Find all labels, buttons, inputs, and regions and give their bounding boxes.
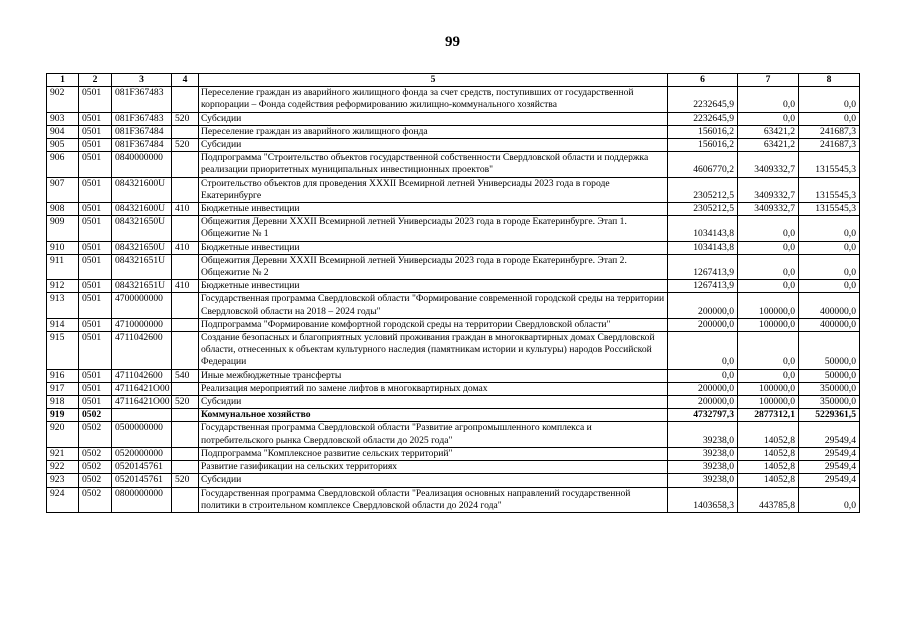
amount-year2-cell: 3409332,7	[738, 203, 799, 216]
item-name-cell: Бюджетные инвестиции	[199, 280, 668, 293]
amount-year1-cell: 2232645,9	[668, 112, 738, 125]
amount-year1-cell: 200000,0	[668, 382, 738, 395]
item-name-cell: Государственная программа Свердловской области "Формирование современной городской среды на территории Свердловской области на 2018 – 2024 годы"	[199, 293, 668, 318]
table-row	[47, 318, 860, 331]
expense-type-cell	[172, 293, 199, 318]
header-cell: 5	[199, 74, 668, 87]
amount-year3-cell: 0,0	[799, 112, 860, 125]
row-number-cell: 919	[47, 409, 79, 422]
amount-year1-cell: 1034143,8	[668, 241, 738, 254]
row-number-cell: 921	[47, 447, 79, 460]
expense-type-cell: 410	[172, 241, 199, 254]
amount-year2-cell: 0,0	[738, 216, 799, 241]
amount-year2-cell: 100000,0	[738, 318, 799, 331]
amount-year1-cell: 1034143,8	[668, 216, 738, 241]
table-row	[47, 474, 860, 487]
section-code-cell: 0501	[79, 332, 112, 370]
table-row	[47, 254, 860, 279]
section-code-cell: 0501	[79, 369, 112, 382]
table-row	[47, 125, 860, 138]
item-name-cell: Строительство объектов для проведения XXXII Всемирной летней Универсиады 2023 года в городе Екатеринбурге	[199, 177, 668, 202]
amount-year3-cell: 241687,3	[799, 125, 860, 138]
amount-year2-cell: 0,0	[738, 254, 799, 279]
amount-year3-cell: 0,0	[799, 254, 860, 279]
row-number-cell: 924	[47, 487, 79, 512]
amount-year3-cell: 50000,0	[799, 369, 860, 382]
item-name-cell: Подпрограмма "Строительство объектов государственной собственности Свердловской области и поддержка реализации приоритетных муниципальных инвестиционных проектов"	[199, 152, 668, 177]
amount-year2-cell: 14052,8	[738, 474, 799, 487]
expense-type-cell	[172, 177, 199, 202]
header-cell: 2	[79, 74, 112, 87]
amount-year2-cell: 0,0	[738, 369, 799, 382]
table-row	[47, 177, 860, 202]
section-code-cell: 0501	[79, 280, 112, 293]
amount-year3-cell: 400000,0	[799, 318, 860, 331]
item-name-cell: Государственная программа Свердловской области "Реализация основных направлений государственной политики в строительном комплексе Свердловской области до 2024 года"	[199, 487, 668, 512]
row-number-cell: 902	[47, 87, 79, 112]
amount-year1-cell: 0,0	[668, 332, 738, 370]
amount-year1-cell: 39238,0	[668, 474, 738, 487]
amount-year2-cell: 0,0	[738, 241, 799, 254]
target-article-cell: 084321651U	[112, 254, 172, 279]
expense-type-cell	[172, 254, 199, 279]
row-number-cell: 904	[47, 125, 79, 138]
section-code-cell: 0501	[79, 87, 112, 112]
expense-type-cell	[172, 461, 199, 474]
amount-year2-cell: 14052,8	[738, 422, 799, 447]
amount-year3-cell: 400000,0	[799, 293, 860, 318]
expense-type-cell	[172, 152, 199, 177]
amount-year2-cell: 0,0	[738, 112, 799, 125]
expense-type-cell: 520	[172, 112, 199, 125]
amount-year1-cell: 4606770,2	[668, 152, 738, 177]
table-row	[47, 461, 860, 474]
target-article-cell: 4711042600	[112, 369, 172, 382]
expense-type-cell: 520	[172, 474, 199, 487]
section-code-cell: 0501	[79, 152, 112, 177]
amount-year3-cell: 50000,0	[799, 332, 860, 370]
amount-year3-cell: 0,0	[799, 87, 860, 112]
table-row	[47, 203, 860, 216]
target-article-cell: 0500000000	[112, 422, 172, 447]
amount-year3-cell: 1315545,3	[799, 152, 860, 177]
item-name-cell: Подпрограмма "Комплексное развитие сельских территорий"	[199, 447, 668, 460]
section-code-cell: 0501	[79, 203, 112, 216]
target-article-cell: 4710000000	[112, 318, 172, 331]
row-number-cell: 913	[47, 293, 79, 318]
amount-year1-cell: 2305212,5	[668, 203, 738, 216]
expense-type-cell: 540	[172, 369, 199, 382]
amount-year3-cell: 241687,3	[799, 139, 860, 152]
target-article-cell: 47116421О00	[112, 396, 172, 409]
row-number-cell: 910	[47, 241, 79, 254]
section-code-cell: 0501	[79, 396, 112, 409]
expense-type-cell	[172, 409, 199, 422]
item-name-cell: Субсидии	[199, 474, 668, 487]
amount-year2-cell: 0,0	[738, 87, 799, 112]
table-row	[47, 241, 860, 254]
header-cell: 6	[668, 74, 738, 87]
item-name-cell: Коммунальное хозяйство	[199, 409, 668, 422]
item-name-cell: Развитие газификации на сельских территориях	[199, 461, 668, 474]
table-row	[47, 280, 860, 293]
amount-year1-cell: 1403658,3	[668, 487, 738, 512]
target-article-cell: 4700000000	[112, 293, 172, 318]
expense-type-cell	[172, 318, 199, 331]
expense-type-cell	[172, 332, 199, 370]
section-code-cell: 0501	[79, 139, 112, 152]
header-row	[47, 74, 860, 87]
amount-year2-cell: 100000,0	[738, 396, 799, 409]
amount-year1-cell: 200000,0	[668, 293, 738, 318]
target-article-cell: 0520145761	[112, 461, 172, 474]
amount-year2-cell: 100000,0	[738, 382, 799, 395]
target-article-cell: 084321600U	[112, 177, 172, 202]
item-name-cell: Общежития Деревни XXXII Всемирной летней Универсиады 2023 года в городе Екатеринбурге. Этап 1. Общежитие № 1	[199, 216, 668, 241]
amount-year3-cell: 350000,0	[799, 396, 860, 409]
section-code-cell: 0501	[79, 254, 112, 279]
amount-year1-cell: 2305212,5	[668, 177, 738, 202]
expense-type-cell	[172, 447, 199, 460]
expense-type-cell: 520	[172, 396, 199, 409]
row-number-cell: 906	[47, 152, 79, 177]
section-code-cell: 0501	[79, 125, 112, 138]
target-article-cell: 0800000000	[112, 487, 172, 512]
expense-type-cell: 410	[172, 203, 199, 216]
row-number-cell: 903	[47, 112, 79, 125]
target-article-cell: 081F367483	[112, 112, 172, 125]
header-cell: 4	[172, 74, 199, 87]
amount-year2-cell: 2877312,1	[738, 409, 799, 422]
target-article-cell: 081F367484	[112, 139, 172, 152]
table-row	[47, 396, 860, 409]
target-article-cell: 0520000000	[112, 447, 172, 460]
expense-type-cell	[172, 422, 199, 447]
table-row	[47, 487, 860, 512]
table-row	[47, 112, 860, 125]
row-number-cell: 908	[47, 203, 79, 216]
amount-year2-cell: 14052,8	[738, 447, 799, 460]
amount-year2-cell: 0,0	[738, 332, 799, 370]
amount-year2-cell: 443785,8	[738, 487, 799, 512]
item-name-cell: Реализация мероприятий по замене лифтов в многоквартирных домах	[199, 382, 668, 395]
amount-year2-cell: 3409332,7	[738, 177, 799, 202]
expense-type-cell	[172, 87, 199, 112]
header-cell: 3	[112, 74, 172, 87]
amount-year1-cell: 1267413,9	[668, 280, 738, 293]
expense-type-cell	[172, 487, 199, 512]
section-code-cell: 0501	[79, 293, 112, 318]
section-code-cell: 0502	[79, 409, 112, 422]
item-name-cell: Переселение граждан из аварийного жилищного фонда за счет средств, поступивших от государственной корпорации – Фонда содействия реформированию жилищно-коммунального хозяйства	[199, 87, 668, 112]
header-cell: 1	[47, 74, 79, 87]
amount-year3-cell: 29549,4	[799, 447, 860, 460]
row-number-cell: 920	[47, 422, 79, 447]
amount-year1-cell: 1267413,9	[668, 254, 738, 279]
row-number-cell: 922	[47, 461, 79, 474]
section-code-cell: 0502	[79, 447, 112, 460]
target-article-cell: 4711042600	[112, 332, 172, 370]
table-row	[47, 369, 860, 382]
target-article-cell: 47116421О00	[112, 382, 172, 395]
target-article-cell: 081F367484	[112, 125, 172, 138]
amount-year3-cell: 1315545,3	[799, 177, 860, 202]
amount-year2-cell: 3409332,7	[738, 152, 799, 177]
amount-year1-cell: 200000,0	[668, 396, 738, 409]
row-number-cell: 905	[47, 139, 79, 152]
table-row	[47, 216, 860, 241]
expense-type-cell: 520	[172, 139, 199, 152]
section-code-cell: 0502	[79, 461, 112, 474]
item-name-cell: Субсидии	[199, 112, 668, 125]
row-number-cell: 915	[47, 332, 79, 370]
item-name-cell: Бюджетные инвестиции	[199, 241, 668, 254]
amount-year2-cell: 63421,2	[738, 125, 799, 138]
amount-year3-cell: 29549,4	[799, 422, 860, 447]
expense-type-cell	[172, 125, 199, 138]
amount-year3-cell: 5229361,5	[799, 409, 860, 422]
header-cell: 7	[738, 74, 799, 87]
item-name-cell: Субсидии	[199, 396, 668, 409]
amount-year3-cell: 0,0	[799, 280, 860, 293]
row-number-cell: 918	[47, 396, 79, 409]
item-name-cell: Подпрограмма "Формирование комфортной городской среды на территории Свердловской области"	[199, 318, 668, 331]
row-number-cell: 907	[47, 177, 79, 202]
amount-year1-cell: 156016,2	[668, 125, 738, 138]
table-row	[47, 152, 860, 177]
target-article-cell	[112, 409, 172, 422]
row-number-cell: 911	[47, 254, 79, 279]
expense-type-cell: 410	[172, 280, 199, 293]
amount-year2-cell: 100000,0	[738, 293, 799, 318]
amount-year3-cell: 0,0	[799, 241, 860, 254]
page-number: 99	[445, 34, 460, 50]
item-name-cell: Субсидии	[199, 139, 668, 152]
item-name-cell: Бюджетные инвестиции	[199, 203, 668, 216]
amount-year1-cell: 39238,0	[668, 461, 738, 474]
amount-year3-cell: 0,0	[799, 216, 860, 241]
item-name-cell: Государственная программа Свердловской области "Развитие агропромышленного комплекса и потребительского рынка Свердловской области до 2025 года"	[199, 422, 668, 447]
row-number-cell: 917	[47, 382, 79, 395]
target-article-cell: 081F367483	[112, 87, 172, 112]
amount-year1-cell: 2232645,9	[668, 87, 738, 112]
amount-year3-cell: 0,0	[799, 487, 860, 512]
amount-year3-cell: 1315545,3	[799, 203, 860, 216]
section-code-cell: 0502	[79, 474, 112, 487]
row-number-cell: 914	[47, 318, 79, 331]
amount-year3-cell: 350000,0	[799, 382, 860, 395]
row-number-cell: 923	[47, 474, 79, 487]
section-code-cell: 0502	[79, 422, 112, 447]
expense-type-cell	[172, 382, 199, 395]
section-code-cell: 0501	[79, 318, 112, 331]
table-row	[47, 293, 860, 318]
table-row	[47, 422, 860, 447]
section-code-cell: 0501	[79, 177, 112, 202]
table-row	[47, 382, 860, 395]
budget-table	[46, 73, 860, 513]
item-name-cell: Переселение граждан из аварийного жилищного фонда	[199, 125, 668, 138]
amount-year1-cell: 156016,2	[668, 139, 738, 152]
expense-type-cell	[172, 216, 199, 241]
row-number-cell: 909	[47, 216, 79, 241]
table-row	[47, 332, 860, 370]
row-number-cell: 916	[47, 369, 79, 382]
table-row	[47, 139, 860, 152]
section-code-cell: 0501	[79, 216, 112, 241]
amount-year2-cell: 14052,8	[738, 461, 799, 474]
item-name-cell: Создание безопасных и благоприятных условий проживания граждан в многоквартирных домах Свердловской области, отнесенных к объектам культурного наследия (памятникам истории и культуры) народов Российской Федерации	[199, 332, 668, 370]
amount-year1-cell: 4732797,3	[668, 409, 738, 422]
target-article-cell: 084321651U	[112, 280, 172, 293]
target-article-cell: 084321650U	[112, 216, 172, 241]
table-row	[47, 87, 860, 112]
amount-year2-cell: 0,0	[738, 280, 799, 293]
target-article-cell: 0520145761	[112, 474, 172, 487]
amount-year1-cell: 0,0	[668, 369, 738, 382]
amount-year3-cell: 29549,4	[799, 474, 860, 487]
target-article-cell: 084321600U	[112, 203, 172, 216]
target-article-cell: 0840000000	[112, 152, 172, 177]
amount-year2-cell: 63421,2	[738, 139, 799, 152]
section-code-cell: 0502	[79, 487, 112, 512]
amount-year3-cell: 29549,4	[799, 461, 860, 474]
amount-year1-cell: 39238,0	[668, 422, 738, 447]
target-article-cell: 084321650U	[112, 241, 172, 254]
item-name-cell: Иные межбюджетные трансферты	[199, 369, 668, 382]
section-code-cell: 0501	[79, 382, 112, 395]
table-row	[47, 409, 860, 422]
amount-year1-cell: 39238,0	[668, 447, 738, 460]
header-cell: 8	[799, 74, 860, 87]
row-number-cell: 912	[47, 280, 79, 293]
section-code-cell: 0501	[79, 241, 112, 254]
section-code-cell: 0501	[79, 112, 112, 125]
amount-year1-cell: 200000,0	[668, 318, 738, 331]
item-name-cell: Общежития Деревни XXXII Всемирной летней Универсиады 2023 года в городе Екатеринбурге. Этап 2. Общежитие № 2	[199, 254, 668, 279]
table-row	[47, 447, 860, 460]
